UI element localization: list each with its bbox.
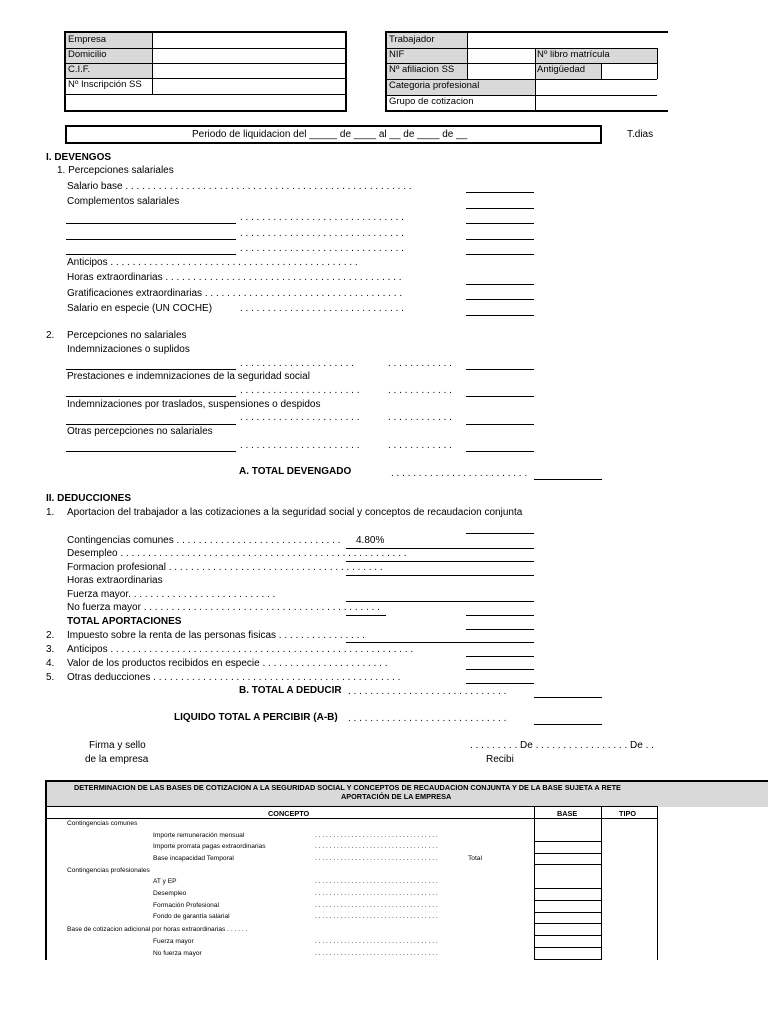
salario-base: Salario base . . . . . . . . . . . . . . . . . . . . . . . . . . . . . . . . . . . . . . . . . . . . . . . . . . . . [67, 181, 412, 192]
bases-formacion: Formación Profesional [153, 902, 219, 909]
ded-num-2: 2. [46, 630, 55, 641]
num-2: 2. [46, 330, 55, 341]
grupo-label: Grupo de cotizacion [389, 96, 474, 107]
bases-imp-rem: Importe remuneración mensual [153, 832, 245, 839]
total-devengado-label: A. TOTAL DEVENGADO [239, 466, 352, 477]
otras-deducciones: Otras deducciones . . . . . . . . . . . . . . . . . . . . . . . . . . . . . . . . . . . . . . . . . . . . . [67, 672, 401, 683]
complemento-dots-2: . . . . . . . . . . . . . . . . . . . . . . . . . . . . . . [240, 228, 404, 239]
antiguedad-label: Antigüedad [535, 63, 601, 79]
desempleo-ded: Desempleo . . . . . . . . . . . . . . . . . . . . . . . . . . . . . . . . . . . . . . . . . . . . . . . . . . . . [67, 548, 407, 559]
libro-label: Nº libro matrícula [535, 48, 658, 63]
domicilio-label: Domicilio [66, 48, 152, 63]
nif-label: NIF [387, 48, 467, 63]
fuerza-mayor-ded: Fuerza mayor. . . . . . . . . . . . . . . . . . . . . . . . . . . [67, 589, 276, 600]
contingencias-pct: 4.80% [356, 535, 385, 546]
bases-fuerza: Fuerza mayor [153, 938, 194, 945]
percepciones-no-salariales: Percepciones no salariales [67, 330, 187, 341]
firma-sello: Firma y sello [89, 740, 146, 751]
traslados: Indemnizaciones por traslados, suspensiones o despidos [67, 399, 321, 410]
complemento-dots-3: . . . . . . . . . . . . . . . . . . . . . . . . . . . . . . [240, 243, 404, 254]
bases-title-1: DETERMINACION DE LAS BASES DE COTIZACION A LA SEGURIDAD SOCIAL Y CONCEPTOS DE RECAUDACION CONJUNTA Y DE LA BASE SUJETA A RETE [74, 783, 621, 792]
valor-especie: Valor de los productos recibidos en especie . . . . . . . . . . . . . . . . . . . . . . . [67, 658, 388, 669]
tdias-label: T.dias [627, 129, 654, 140]
bases-dots-8: . . . . . . . . . . . . . . . . . . . . . . . . . . . . . . . . . . [315, 938, 438, 945]
especie-dots: . . . . . . . . . . . . . . . . . . . . . . . . . . . . . . [240, 303, 404, 314]
indem-dots-2: . . . . . . . . . . . . [388, 358, 452, 369]
bases-total: Total [468, 855, 482, 862]
horas-extra-ded: Horas extraordinarias [67, 575, 163, 586]
traslados-dots-2: . . . . . . . . . . . . [388, 412, 452, 423]
bases-at-ep: AT y EP [153, 878, 177, 885]
col-base: BASE [557, 809, 578, 818]
ded-num-5: 5. [46, 672, 55, 683]
anticipos-devengo: Anticipos . . . . . . . . . . . . . . . . . . . . . . . . . . . . . . . . . . . . . . . . . . . . . [67, 257, 358, 268]
irpf: Impuesto sobre la renta de las personas fisicas . . . . . . . . . . . . . . . . [67, 630, 365, 641]
bases-dots-9: . . . . . . . . . . . . . . . . . . . . . . . . . . . . . . . . . . [315, 950, 438, 957]
indem-dots-1: . . . . . . . . . . . . . . . . . . . . . [240, 358, 354, 369]
bases-imp-prorr: Importe prorrata pagas extraordinarias [153, 843, 266, 850]
total-deducir-dots: . . . . . . . . . . . . . . . . . . . . . . . . . . . . . [348, 686, 507, 697]
deducciones-title: II. DEDUCCIONES [46, 493, 132, 504]
liquido-dots: . . . . . . . . . . . . . . . . . . . . . . . . . . . . . [348, 713, 507, 724]
ded-num-4: 4. [46, 658, 55, 669]
recibi: Recibi [486, 754, 514, 765]
horas-extraordinarias: Horas extraordinarias . . . . . . . . . . . . . . . . . . . . . . . . . . . . . . . . . . . . . . . . . . . [67, 272, 402, 283]
bases-no-fuerza: No fuerza mayor [153, 950, 202, 957]
otras-dots-2: . . . . . . . . . . . . [388, 440, 452, 451]
contingencias-comunes: Contingencias comunes . . . . . . . . . . . . . . . . . . . . . . . . . . . . . . [67, 535, 341, 546]
gratificaciones: Gratificaciones extraordinarias . . . . . . . . . . . . . . . . . . . . . . . . . . . . . . . . . . . . [67, 288, 403, 299]
anticipos-ded: Anticipos . . . . . . . . . . . . . . . . . . . . . . . . . . . . . . . . . . . . . . . . . . . . . . . . . . . . . . . [67, 644, 414, 655]
traslados-dots-1: . . . . . . . . . . . . . . . . . . . . . . [240, 412, 360, 423]
total-deducir-label: B. TOTAL A DEDUCIR [239, 685, 342, 696]
percepciones-salariales: 1. Percepciones salariales [57, 165, 174, 176]
de-la-empresa: de la empresa [85, 754, 149, 765]
complementos-salariales: Complementos salariales [67, 196, 180, 207]
total-devengado-dots: . . . . . . . . . . . . . . . . . . . . . . . . . [391, 468, 528, 479]
trabajador-label: Trabajador [387, 33, 467, 48]
cif-label: C.I.F. [66, 63, 152, 78]
bases-fondo: Fondo de garantía salarial [153, 913, 230, 920]
salario-especie: Salario en especie (UN COCHE) [67, 303, 213, 314]
periodo-text: Periodo de liquidacion del _____ de ____ al __ de ____ de __ [192, 129, 468, 140]
formacion-ded: Formacion profesional . . . . . . . . . . . . . . . . . . . . . . . . . . . . . . . . . . . . . . . [67, 562, 383, 573]
ded-num-3: 3. [46, 644, 55, 655]
bases-base-inc: Base incapacidad Temporal [153, 855, 234, 862]
col-tipo: TIPO [619, 809, 637, 818]
devengos-title: I. DEVENGOS [46, 152, 112, 163]
no-fuerza-mayor-ded: No fuerza mayor . . . . . . . . . . . . . . . . . . . . . . . . . . . . . . . . . . . . . . . . . . . [67, 602, 380, 613]
liquido-label: LIQUIDO TOTAL A PERCIBIR (A-B) [174, 712, 338, 723]
prest-dots-2: . . . . . . . . . . . . [388, 385, 452, 396]
afiliacion-label: Nº afiliacion SS [387, 63, 467, 79]
fecha-firma: . . . . . . . . . De . . . . . . . . . . . . . . . . . De . . [470, 740, 654, 751]
ded-num-1: 1. [46, 507, 55, 518]
bases-desempleo: Desempleo [153, 890, 187, 897]
otras-percepciones: Otras percepciones no salariales [67, 426, 213, 437]
bases-dots-2: . . . . . . . . . . . . . . . . . . . . . . . . . . . . . . . . . . [315, 843, 438, 850]
bases-cont-prof: Contingencias profesionales [67, 867, 150, 874]
bases-base-adic: Base de cotizacion adicional por horas extraordinarias . . . . . . [67, 926, 248, 933]
bases-dots-7: . . . . . . . . . . . . . . . . . . . . . . . . . . . . . . . . . . [315, 913, 438, 920]
otras-dots-1: . . . . . . . . . . . . . . . . . . . . . . [240, 440, 360, 451]
indemnizaciones-suplidos: Indemnizaciones o suplidos [67, 344, 190, 355]
col-concepto: CONCEPTO [268, 809, 310, 818]
total-aportaciones: TOTAL APORTACIONES [67, 616, 182, 627]
prestaciones: Prestaciones e indemnizaciones de la seguridad social [67, 371, 310, 382]
empresa-label: Empresa [66, 33, 152, 48]
bases-cont-comunes: Contingencias comunes [67, 820, 138, 827]
categoria-label: Categoria profesional [387, 79, 535, 95]
bases-dots-4: . . . . . . . . . . . . . . . . . . . . . . . . . . . . . . . . . . [315, 878, 438, 885]
prest-dots-1: . . . . . . . . . . . . . . . . . . . . . . [240, 385, 360, 396]
inscripcion-ss-label: Nº Inscripción SS [68, 79, 142, 90]
bases-title-2: APORTACIÓN DE LA EMPRESA [341, 792, 452, 801]
bases-dots-5: . . . . . . . . . . . . . . . . . . . . . . . . . . . . . . . . . . [315, 890, 438, 897]
bases-dots-1: . . . . . . . . . . . . . . . . . . . . . . . . . . . . . . . . . . [315, 832, 438, 839]
bases-dots-3: . . . . . . . . . . . . . . . . . . . . . . . . . . . . . . . . . . [315, 855, 438, 862]
bases-dots-6: . . . . . . . . . . . . . . . . . . . . . . . . . . . . . . . . . . [315, 902, 438, 909]
complemento-dots-1: . . . . . . . . . . . . . . . . . . . . . . . . . . . . . . [240, 212, 404, 223]
aportacion-trabajador: Aportacion del trabajador a las cotizaciones a la seguridad social y conceptos de recaudacion conjunta [67, 507, 523, 518]
